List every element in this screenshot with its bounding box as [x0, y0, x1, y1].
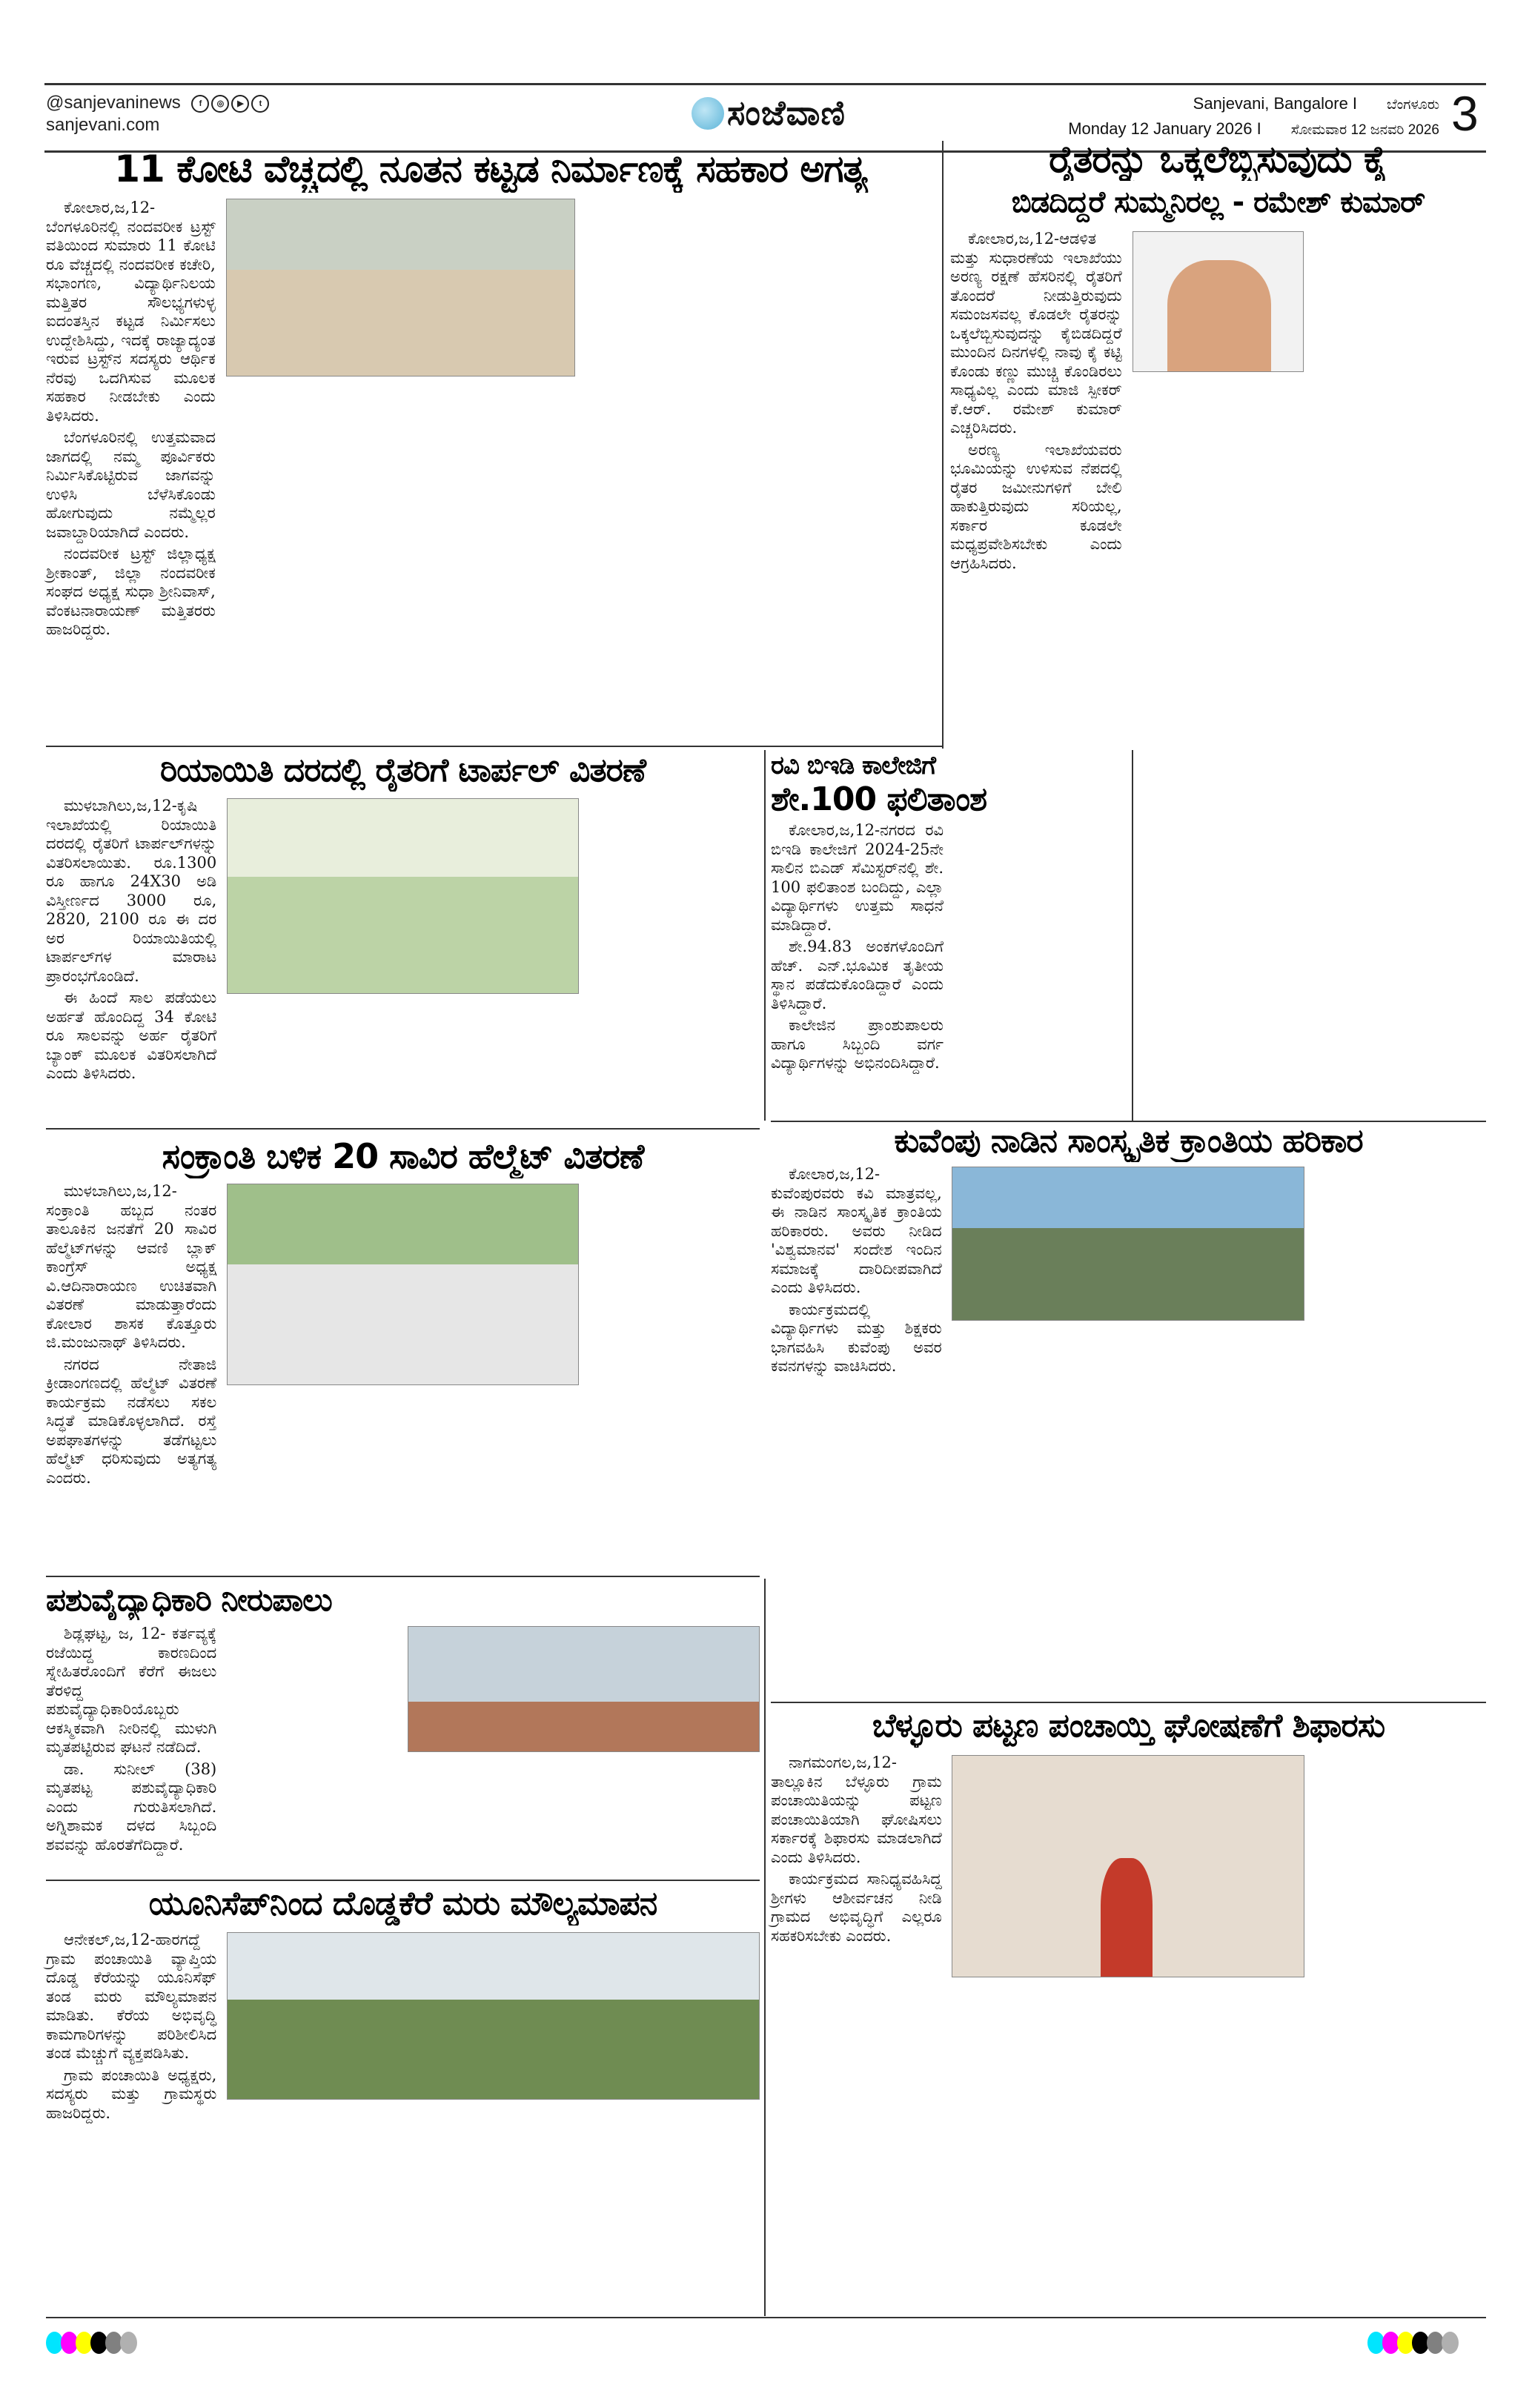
masthead-edition: [1068, 92, 1439, 142]
article-photo: [952, 1755, 1304, 1977]
headline-line-2: ಬಿಡದಿದ್ದರೆ ಸುಮ್ಮನಿರಲ್ಲ - ರಮೇಶ್ ಕುಮಾರ್: [1011, 185, 1425, 219]
twitter-icon[interactable]: t: [251, 95, 269, 113]
text-column: [46, 1182, 216, 1571]
text-column: [46, 199, 216, 763]
text-column: [586, 199, 755, 763]
article-photo: [227, 1184, 579, 1385]
text-column: [1315, 1165, 1486, 1695]
text-column: [227, 1625, 397, 1877]
article-paragraph: ಕಾಲೇಜಿನ ಪ್ರಾಂಶುಪಾಲರು ಹಾಗೂ ಸಿಬ್ಬಂದಿ ವರ್ಗ ವಿದ್ಯಾರ್ಥಿಗಳನ್ನು ಅಭಿನಂದಿಸಿದ್ದಾರೆ.: [771, 1016, 944, 1072]
article-bed-college-result: [771, 750, 1127, 818]
article-paragraph: ನಾಗಮಂಗಲ,ಜ,12- ತಾಲ್ಲೂಕಿನ ಬೆಳ್ಳೂರು ಗ್ರಾಮ ಪಂಚಾಯಿತಿಯನ್ನು ಪಟ್ಟಣ ಪಂಚಾಯಿತಿಯಾಗಿ ಘೋಷಿಸಲು ಸರ್ಕಾರಕ್ಕೆ ಶಿಫಾರಸು ಮಾಡಲಾಗಿದೆ ಎಂದು ತಿಳಿಸಿದರು.: [771, 1754, 942, 1866]
article-paragraph: ಮುಳಬಾಗಿಲು,ಜ,12-ಕೃಷಿ ಇಲಾಖೆಯಲ್ಲಿ ರಿಯಾಯಿತಿ ದರದಲ್ಲಿ ರೈತರಿಗೆ ಟಾರ್ಪಲ್‌ಗಳನ್ನು ವಿತರಿಸಲಾಯಿತು. ರೂ.1300 ರೂ ಹಾಗೂ 24X30 ಅಡಿ ವಿಸ್ತೀರ್ಣದ 3000 ರೂ, 2820, 2100 ರೂ ಈ ದರ ಅರ ರಿಯಾಯಿತಿಯಲ್ಲಿ ಟಾರ್ಪಲ್‌ಗಳ ಮಾರಾಟ ಪ್ರಾರಂಭಗೊಂಡಿದೆ.: [46, 797, 217, 985]
article-ramesh-kumar: [950, 138, 1486, 224]
article-new-building: [46, 145, 935, 193]
headline: ಪಶುವೈದ್ಯಾಧಿಕಾರಿ ನೀರುಪಾಲು: [46, 1582, 332, 1618]
article-paragraph: ಕೋಲಾರ,ಜ,12-ಆಡಳಿತ ಮತ್ತು ಸುಧಾರಣೆಯ ಇಲಾಖೆಯು ಅರಣ್ಯ ರಕ್ಷಣೆ ಹೆಸರಿನಲ್ಲಿ ರೈತರಿಗೆ ತೊಂದರೆ ನೀಡುತ್ತಿರುವುದು ಸಮಂಜಸವಲ್ಲ ಕೊಡಲೇ ರೈತರನ್ನು ಒಕ್ಕಲೆಬ್ಬಿಸುವುದನ್ನು ಕೈಬಿಡದಿದ್ದರೆ ಮುಂದಿನ ದಿನಗಳಲ್ಲಿ ನಾವು ಕೈ ಕಟ್ಟಿ ಕೊಂಡು ಕಣ್ಣು ಮುಚ್ಚಿ ಕೊಂಡಿರಲು ಸಾಧ್ಯವಿಲ್ಲ ಎಂದು ಮಾಜಿ ಸ್ಪೀಕರ್ ಕೆ.ಆರ್. ರಮೇಶ್ ಕುಮಾರ್ ಎಚ್ಚರಿಸಿದರು.: [950, 230, 1122, 437]
article-paragraph: ಗ್ರಾಮ ಪಂಚಾಯಿತಿ ಅಧ್ಯಕ್ಷರು, ಸದಸ್ಯರು ಮತ್ತು ಗ್ರಾಮಸ್ಥರು ಹಾಜರಿದ್ದರು.: [46, 2066, 217, 2122]
edition-kannada: ಬೆಂಗಳೂರು: [1387, 97, 1439, 113]
facebook-icon[interactable]: f: [191, 95, 209, 113]
article-body: [771, 821, 1127, 1118]
text-column: [771, 1165, 942, 1695]
headline: ರಿಯಾಯಿತಿ ದರದಲ್ಲಿ ರೈತರಿಗೆ ಟಾರ್ಪಲ್ ವಿತರಣೆ: [160, 752, 646, 789]
text-column: [589, 797, 760, 1123]
section-divider: [46, 1880, 760, 1881]
article-paragraph: ಕಾರ್ಯಕ್ರಮದ ಸಾನಿಧ್ಯವಹಿಸಿದ್ದ ಶ್ರೀಗಳು ಆಶೀರ್ವಚನ ನೀಡಿ ಗ್ರಾಮದ ಅಭಿವೃದ್ಧಿಗೆ ಎಲ್ಲರೂ ಸಹಕರಿಸಬೇಕು ಎಂದರು.: [771, 1870, 942, 1945]
text-column: [1315, 1754, 1486, 2315]
text-column: [46, 797, 216, 1123]
headline: ಕುವೆಂಪು ನಾಡಿನ ಸಾಂಸ್ಕೃತಿಕ ಕ್ರಾಂತಿಯ ಹರಿಕಾರ: [894, 1122, 1363, 1160]
article-paragraph: ಕೋಲಾರ,ಜ,12-ಬೆಂಗಳೂರಿನಲ್ಲಿ ನಂದವರೀಕ ಟ್ರಸ್ಟ್ ವತಿಯಿಂದ ಸುಮಾರು 11 ಕೋಟಿ ರೂ ವೆಚ್ಚದಲ್ಲಿ ನಂದವರೀಕ ಕಚೇರಿ, ಸಭಾಂಗಣ, ವಿದ್ಯಾರ್ಥಿನಿಲಯ ಮತ್ತಿತರ ಸೌಲಭ್ಯಗಳುಳ್ಳ ಐದಂತಸ್ತಿನ ಕಟ್ಟಡ ನಿರ್ಮಿಸಲು ಉದ್ದೇಶಿಸಿದ್ದು, ಇದಕ್ಕೆ ರಾಜ್ಯಾದ್ಯಂತ ಇರುವ ಟ್ರಸ್ಟ್‌ನ ಸದಸ್ಯರು ಆರ್ಥಿಕ ನೆರವು ಒದಗಿಸುವ ಮೂಲಕ ಸಹಕಾರ ನೀಡಬೇಕು ಎಂದು ತಿಳಿಸಿದರು.: [46, 199, 216, 425]
article-paragraph: ಶಿಡ್ಲಘಟ್ಟ, ಜ, 12- ಕರ್ತವ್ಯಕ್ಕೆ ರಜೆಯಿದ್ದ ಕಾರಣದಿಂದ ಸ್ನೇಹಿತರೊಂದಿಗೆ ಕೆರೆಗೆ ಈಜಲು ತೆರಳಿದ್ದ ಪಶುವೈದ್ಯಾಧಿಕಾರಿಯೊಬ್ಬರು ಆಕಸ್ಮಿಕವಾಗಿ ನೀರಿನಲ್ಲಿ ಮುಳುಗಿ ಮೃತಪಟ್ಟಿರುವ ಘಟನೆ ನಡೆದಿದೆ.: [46, 1625, 217, 1756]
section-divider: [46, 1128, 760, 1130]
column-divider: [1132, 750, 1133, 1121]
text-column: [954, 821, 1127, 1118]
registration-marks-left: [46, 2332, 135, 2354]
article-paragraph: ಕಾರ್ಯಕ್ರಮದಲ್ಲಿ ವಿದ್ಯಾರ್ಥಿಗಳು ಮತ್ತು ಶಿಕ್ಷಕರು ಭಾಗವಹಿಸಿ ಕುವೆಂಪು ಅವರ ಕವನಗಳನ್ನು ವಾಚಿಸಿದರು.: [771, 1300, 942, 1375]
article-tarpaulin: [46, 750, 760, 792]
article-paragraph: ಬೆಂಗಳೂರಿನಲ್ಲಿ ಉತ್ತಮವಾದ ಜಾಗದಲ್ಲಿ ನಮ್ಮ ಪೂರ್ವಿಕರು ನಿರ್ಮಿಸಿಕೊಟ್ಟಿರುವ ಜಾಗವನ್ನು ಉಳಿಸಿ ಬೆಳೆಸಿಕೊಂಡು ಹೋಗುವುದು ನಮ್ಮೆಲ್ಲರ ಜವಾಬ್ದಾರಿಯಾಗಿದೆ ಎಂದರು.: [46, 428, 216, 541]
article-unicef-lake: [46, 1883, 760, 1926]
article-paragraph: ಆನೇಕಲ್,ಜ,12-ಹಾರಗದ್ದೆ ಗ್ರಾಮ ಪಂಚಾಯಿತಿ ವ್ಯಾಪ್ತಿಯ ದೊಡ್ಡ ಕೆರೆಯನ್ನು ಯೂನಿಸೆಫ್ ತಂಡ ಮರು ಮೌಲ್ಯಮಾಪನ ಮಾಡಿತು. ಕೆರೆಯ ಅಭಿವೃದ್ಧಿ ಕಾಮಗಾರಿಗಳನ್ನು ಪರಿಶೀಲಿಸಿದ ತಂಡ ಮೆಚ್ಚುಗೆ ವ್ಯಕ್ತಪಡಿಸಿತು.: [46, 1931, 217, 2062]
section-divider: [46, 746, 942, 747]
article-paragraph: ಕೋಲಾರ,ಜ,12-ನಗರದ ರವಿ ಬಿಇಡಿ ಕಾಲೇಜಿಗೆ 2024-25ನೇ ಸಾಲಿನ ಬಿಎಡ್ ಸೆಮಿಸ್ಟರ್‌ನಲ್ಲಿ ಶೇ. 100 ಫಲಿತಾಂಶ ಬಂದಿದ್ದು, ಎಲ್ಲಾ ವಿದ್ಯಾರ್ಥಿಗಳು ಉತ್ತಮ ಸಾಧನೆ ಮಾಡಿದ್ದಾರೆ.: [771, 821, 944, 934]
page-number: 3: [1451, 86, 1479, 141]
text-column: [46, 1931, 216, 2316]
lake-photo: [408, 1626, 760, 1752]
article-veterinarian-drowned: [46, 1580, 760, 1620]
article-paragraph: ಶೇ.94.83 ಅಂಕಗಳೊಂದಿಗೆ ಹೆಚ್. ಎನ್.ಭೂಮಿಕ ತೃತೀಯ ಸ್ಥಾನ ಪಡೆದುಕೊಂಡಿದ್ದಾರೆ ಎಂದು ತಿಳಿಸಿದ್ದಾರೆ.: [771, 938, 944, 1012]
text-column: [589, 1182, 760, 1571]
article-kuvempu: [771, 1121, 1486, 1162]
article-paragraph: ನಂದವರೀಕ ಟ್ರಸ್ಟ್ ಜಿಲ್ಲಾಧ್ಯಕ್ಷ ಶ್ರೀಕಾಂತ್, ಜಿಲ್ಲಾ ನಂದವರೀಕ ಸಂಘದ ಅಧ್ಯಕ್ಷ ಸುಧಾ ಶ್ರೀನಿವಾಸ್, ವೆಂಕಟನಾರಾಯಣ್ ಮತ್ತಿತರರು ಹಾಜರಿದ್ದರು.: [46, 545, 216, 638]
headline: ಬೆಳ್ಳೂರು ಪಟ್ಟಣ ಪಂಚಾಯ್ತಿ ಘೋಷಣೆಗೆ ಶಿಫಾರಸು: [872, 1707, 1385, 1745]
masthead-social: [46, 92, 269, 136]
section-divider: [46, 1576, 760, 1577]
text-column: [46, 1625, 216, 1877]
article-helmet-distribution: [46, 1134, 760, 1178]
column-divider: [764, 1579, 766, 2316]
article-paragraph: ಅರಣ್ಯ ಇಲಾಖೆಯವರು ಭೂಮಿಯನ್ನು ಉಳಿಸುವ ನೆಪದಲ್ಲಿ ರೈತರ ಜಮೀನುಗಳಿಗೆ ಬೇಲಿ ಹಾಕುತ್ತಿರುವುದು ಸರಿಯಲ್ಲ, ಸರ್ಕಾರ ಕೂಡಲೇ ಮಧ್ಯಪ್ರವೇಶಿಸಬೇಕು ಎಂದು ಆಗ್ರಹಿಸಿದರು.: [950, 440, 1122, 572]
article-paragraph: ನಗರದ ನೇತಾಜಿ ಕ್ರೀಡಾಂಗಣದಲ್ಲಿ ಹೆಲ್ಮೆಟ್ ವಿತರಣೆ ಕಾರ್ಯಕ್ರಮ ನಡೆಸಲು ಸಕಲ ಸಿದ್ಧತೆ ಮಾಡಿಕೊಳ್ಳಲಾಗಿದೆ. ರಸ್ತೆ ಅಪಘಾತಗಳನ್ನು ತಡೆಗಟ್ಟಲು ಹೆಲ್ಮೆಟ್ ಧರಿಸುವುದು ಅತ್ಯಗತ್ಯ ಎಂದರು.: [46, 1355, 217, 1487]
article-photo: [226, 199, 575, 377]
article-photo: [227, 798, 579, 994]
newspaper-logo: [660, 87, 875, 139]
text-column: [771, 1754, 942, 2315]
date-kannada: ಸೋಮವಾರ 12 ಜನವರಿ 2026: [1290, 122, 1439, 138]
article-paragraph: ಈ ಹಿಂದೆ ಸಾಲ ಪಡೆಯಲು ಅರ್ಹತೆ ಹೊಂದಿದ್ದ 34 ಕೋಟಿ ರೂ ಸಾಲವನ್ನು ಅರ್ಹ ರೈತರಿಗೆ ಬ್ಯಾಂಕ್ ಮೂಲಕ ವಿತರಿಸಲಾಗಿದೆ ಎಂದು ತಿಳಿಸಿದರು.: [46, 989, 217, 1082]
article-paragraph: ಮುಳಬಾಗಿಲು,ಜ,12-ಸಂಕ್ರಾಂತಿ ಹಬ್ಬದ ನಂತರ ತಾಲೂಕಿನ ಜನತೆಗೆ 20 ಸಾವಿರ ಹೆಲ್ಮೆಟ್‌ಗಳನ್ನು ಆವಣಿ ಬ್ಲಾಕ್ ಕಾಂಗ್ರೆಸ್ ಅಧ್ಯಕ್ಷ ವಿ.ಆದಿನಾರಾಯಣ ಉಚಿತವಾಗಿ ವಿತರಣೆ ಮಾಡುತ್ತಾರೆಂದು ಕೋಲಾರ ಶಾಸಕ ಕೊತ್ತೂರು ಜಿ.ಮಂಜುನಾಥ್ ತಿಳಿಸಿದರು.: [46, 1182, 217, 1351]
text-column: [766, 199, 935, 763]
column-divider: [942, 141, 944, 749]
instagram-icon[interactable]: ◎: [211, 95, 229, 113]
headline: 11 ಕೋಟಿ ವೆಚ್ಚದಲ್ಲಿ ನೂತನ ಕಟ್ಟಡ ನಿರ್ಮಾಣಕ್ಕೆ ಸಹಕಾರ ಅಗತ್ಯ: [114, 147, 867, 190]
youtube-icon[interactable]: ▶: [231, 95, 249, 113]
headline-line-2: ಶೇ.100 ಫಲಿತಾಂಶ: [771, 781, 987, 818]
edition-label: Sanjevani, Bangalore I: [1193, 94, 1358, 113]
article-paragraph: ಕೋಲಾರ,ಜ,12-ಕುವೆಂಪುರವರು ಕವಿ ಮಾತ್ರವಲ್ಲ, ಈ ನಾಡಿನ ಸಾಂಸ್ಕೃತಿಕ ಕ್ರಾಂತಿಯ ಹರಿಕಾರರು. ಅವರು ನೀಡಿದ 'ವಿಶ್ವಮಾನವ' ಸಂದೇಶ ಇಂದಿನ ಸಮಾಜಕ್ಕೆ ದಾರಿದೀಪವಾಗಿದೆ ಎಂದು ತಿಳಿಸಿದರು.: [771, 1165, 942, 1296]
footer-rule: [46, 2317, 1486, 2318]
article-photo: [227, 1932, 760, 2100]
article-belluru-town-panchayat: [771, 1705, 1486, 1748]
date-english: Monday 12 January 2026 I: [1068, 119, 1261, 138]
website-link[interactable]: sanjevani.com: [46, 115, 160, 135]
registration-dot: [1442, 2332, 1459, 2354]
masthead-top-rule: [44, 83, 1486, 85]
social-handle[interactable]: @sanjevaninews: [46, 93, 181, 113]
headline: ಯೂನಿಸೆಪ್‌ನಿಂದ ದೊಡ್ಡಕೆರೆ ಮರು ಮೌಲ್ಯಮಾಪನ: [148, 1885, 657, 1923]
text-column: [1314, 230, 1486, 1103]
article-photo: [952, 1167, 1304, 1321]
section-divider: [771, 1702, 1486, 1703]
column-divider: [764, 750, 766, 1121]
logo-text: ಸಂಜೆವಾಣಿ: [727, 93, 846, 133]
ramesh-kumar-portrait-photo: [1133, 231, 1304, 372]
registration-marks-right: [1367, 2332, 1456, 2354]
article-paragraph: ಡಾ. ಸುನೀಲ್ (38) ಮೃತಪಟ್ಟ ಪಶುವೈದ್ಯಾಧಿಕಾರಿ ಎಂದು ಗುರುತಿಸಲಾಗಿದೆ. ಅಗ್ನಿಶಾಮಕ ದಳದ ಸಿಬ್ಬಂದಿ ಶವವನ್ನು ಹೊರತೆಗೆದಿದ್ದಾರೆ.: [46, 1759, 217, 1854]
registration-dot: [120, 2332, 137, 2354]
headline-line-1: ರೈತರನ್ನು ಒಕ್ಕಲೆಬ್ಬಿಸುವುದು ಕೈ: [1049, 138, 1387, 181]
headline: ಸಂಕ್ರಾಂತಿ ಬಳಿಕ 20 ಸಾವಿರ ಹೆಲ್ಮೆಟ್ ವಿತರಣೆ: [162, 1136, 644, 1176]
logo-globe-icon: [692, 97, 724, 130]
headline-line-1: ರವಿ ಬಿಇಡಿ ಕಾಲೇಜಿಗೆ: [771, 751, 936, 780]
text-column: [771, 821, 944, 1118]
